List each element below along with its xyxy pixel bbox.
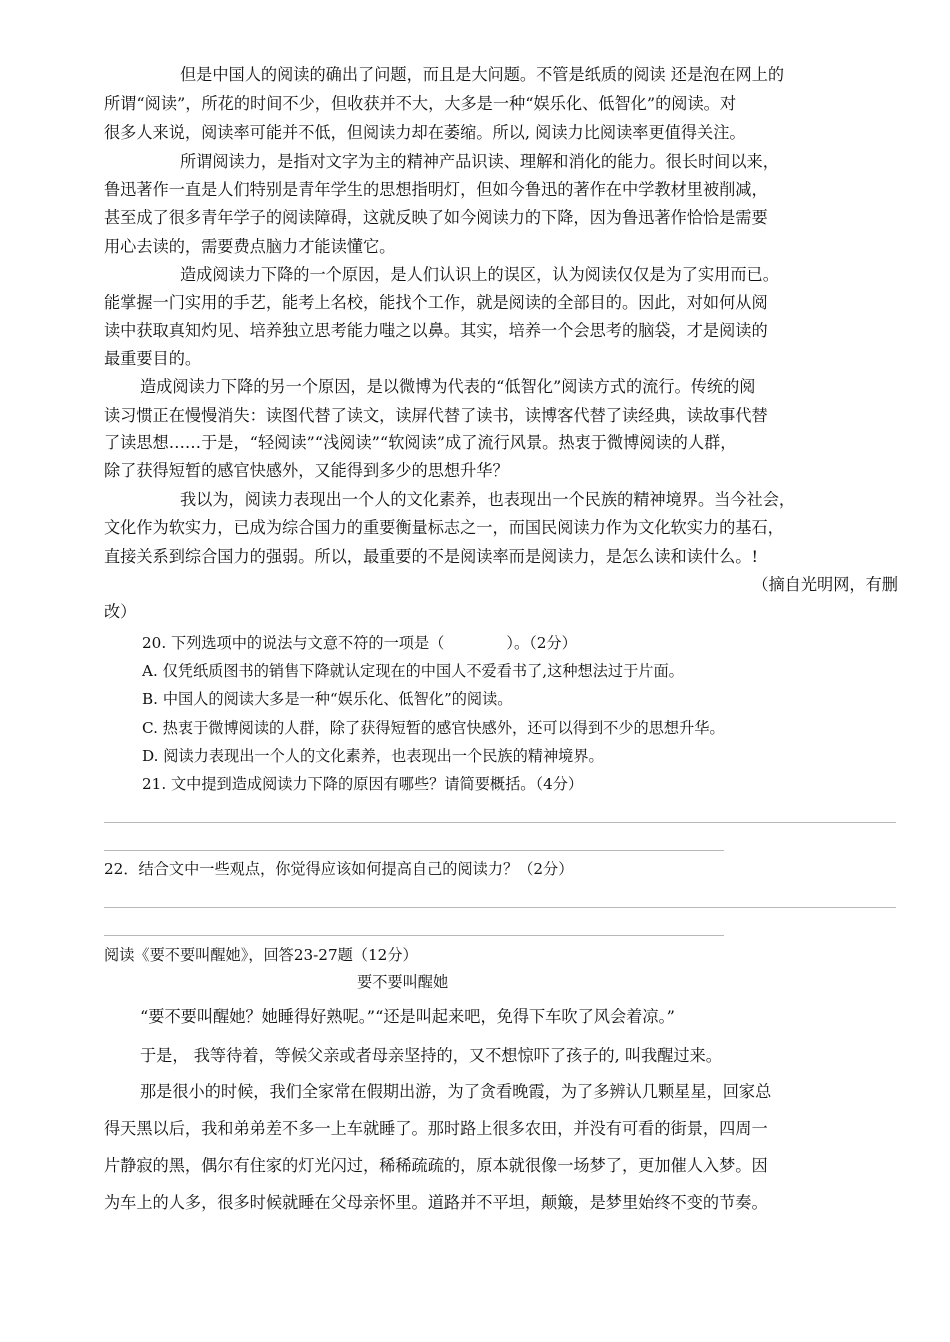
- answer-line-21-1[interactable]: [104, 822, 896, 823]
- essay-p4-line3: 了读思想……于是，“轻阅读”“浅阅读”“软阅读”成了流行风景。热衷于微博阅读的人群，: [104, 433, 737, 452]
- reading2-p3-line4: 为车上的人多，很多时候就睡在父母亲怀里。道路并不平坦，颠簸，是梦里始终不变的节奏。: [104, 1193, 768, 1212]
- essay-p4-line4: 除了获得短暂的感官快感外，又能得到多少的思想升华？: [104, 461, 509, 480]
- question-20-option-b: B. 中国人的阅读大多是一种“娱乐化、低智化”的阅读。: [142, 690, 513, 708]
- question-20-stem-text: 20. 下列选项中的说法与文意不符的一项是（: [142, 634, 445, 652]
- answer-line-22-2[interactable]: [104, 935, 724, 936]
- reading2-p3-line1: 那是很小的时候，我们全家常在假期出游，为了贪看晚霞，为了多辨认几颗星星，回家总: [140, 1082, 772, 1101]
- question-20-option-c: C. 热衷于微博阅读的人群，除了获得短暂的感官快感外，还可以得到不少的思想升华。: [142, 719, 725, 737]
- essay-p4-line2: 读习惯正在慢慢消失：读图代替了读文，读屏代替了读书，读博客代替了读经典，读故事代替: [104, 406, 768, 425]
- reading2-p3-line2: 得天黑以后，我和弟弟差不多一上车就睡了。那时路上很多农田，并没有可看的街景，四周一: [104, 1119, 768, 1138]
- question-22-stem: 22．结合文中一些观点，你觉得应该如何提高自己的阅读力？（2分）: [104, 860, 574, 878]
- essay-p2-line3: 甚至成了很多青年学子的阅读障碍，这就反映了如今阅读力的下降，因为鲁迅著作恰恰是需要: [104, 208, 768, 227]
- essay-p5-line3: 直接关系到综合国力的强弱。所以，最重要的不是阅读率而是阅读力，是怎么读和读什么。!: [104, 547, 759, 566]
- essay-p2-line1: 所谓阅读力，是指对文字为主的精神产品识读、理解和消化的能力。很长时间以来，: [180, 152, 779, 171]
- reading2-title: 要不要叫醒她: [357, 973, 449, 991]
- question-20-score: ）。（2分）: [506, 634, 577, 652]
- question-20-stem: [142, 631, 577, 655]
- reading2-line1: “要不要叫醒她？她睡得好熟呢。”“还是叫起来吧，免得下车吹了风会着凉。”: [140, 1007, 675, 1026]
- essay-p2-line2: 鲁迅著作一直是人们特别是青年学生的思想指明灯，但如今鲁迅的著作在中学教材里被削减，: [104, 180, 768, 199]
- question-20-option-d: D. 阅读力表现出一个人的文化素养，也表现出一个民族的精神境界。: [142, 747, 604, 765]
- essay-p4-line1: 造成阅读力下降的另一个原因，是以微博为代表的“低智化”阅读方式的流行。传统的阅: [140, 377, 756, 396]
- essay-p3-line4: 最重要目的。: [104, 349, 202, 368]
- essay-p1-line2: 所谓“阅读”，所花的时间不少，但收获并不大，大多是一种“娱乐化、低智化”的阅读。对: [104, 94, 737, 113]
- question-20-option-a: A. 仅凭纸质图书的销售下降就认定现在的中国人不爱看书了,这种想法过于片面。: [142, 662, 684, 680]
- essay-p2-line4: 用心去读的，需要费点脑力才能读懂它。: [104, 237, 396, 256]
- source-attribution-cont: 改）: [104, 602, 137, 621]
- answer-line-22-1[interactable]: [104, 907, 896, 908]
- essay-p1-line1: 但是中国人的阅读的确出了问题，而且是大问题。不管是纸质的阅读 还是泡在网上的: [180, 65, 785, 84]
- essay-p5-line2: 文化作为软实力，已成为综合国力的重要衡量标志之一，而国民阅读力作为文化软实力的基石，: [104, 518, 784, 537]
- essay-p3-line2: 能掌握一门实用的手艺，能考上名校，能找个工作，就是阅读的全部目的。因此，对如何从阅: [104, 293, 768, 312]
- reading2-intro: 阅读《要不要叫醒她》，回答23-27题（12分）: [104, 946, 418, 964]
- source-attribution: （摘自光明网，有删: [752, 575, 898, 594]
- essay-p3-line1: 造成阅读力下降的一个原因，是人们认识上的误区，认为阅读仅仅是为了实用而已。: [180, 265, 779, 284]
- essay-p5-line1: 我以为，阅读力表现出一个人的文化素养，也表现出一个民族的精神境界。当今社会，: [180, 490, 796, 509]
- reading2-p3-line3: 片静寂的黑，偶尔有住家的灯光闪过，稀稀疏疏的，原本就很像一场梦了，更加催人入梦。因: [104, 1156, 768, 1175]
- answer-line-21-2[interactable]: [104, 850, 724, 851]
- essay-p1-line3: 很多人来说，阅读率可能并不低，但阅读力却在萎缩。所以, 阅读力比阅读率更值得关注。: [104, 123, 746, 142]
- essay-p3-line3: 读中获取真知灼见、培养独立思考能力嗤之以鼻。其实，培养一个会思考的脑袋，才是阅读的: [104, 321, 768, 340]
- question-21-stem: 21. 文中提到造成阅读力下降的原因有哪些？请简要概括。（4分）: [142, 775, 584, 793]
- reading2-line2: 于是， 我等待着，等候父亲或者母亲坚持的，又不想惊吓了孩子的, 叫我醒过来。: [140, 1046, 722, 1065]
